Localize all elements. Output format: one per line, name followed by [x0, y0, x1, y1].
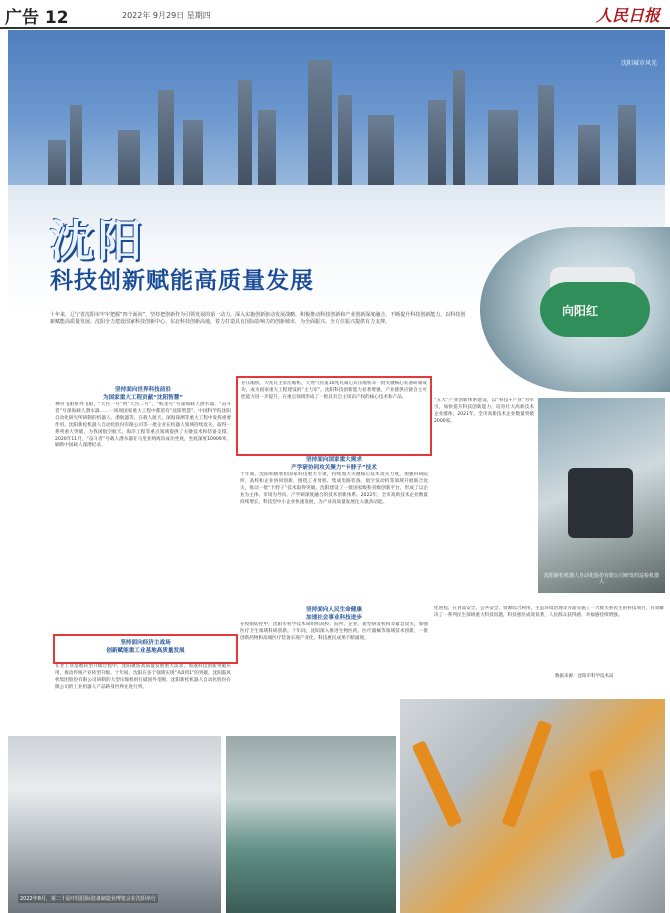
section-1-title-line1: 坚持面向世界科技前沿: [115, 387, 171, 393]
column-3-top-body: “五大”产业创新体系建设，以“科技+产业”为牵引，加快提升科技创新能力，培育壮大高新技术企业群体，2021年，全市高新技术企业数量突破2000家。: [434, 398, 534, 424]
section-2-body: 在老工业基地转型升级过程中，沈阳聚焦高质量发展重大需求，加速科技创新突破应用，推动传统产业转型升级。十年间，沈阳在多个领域实现“从0到1”的突破，沈阳鼓风机集团股份有限公司研制的大型压缩机组打破国外垄断，沈阳新松机器人自动化股份有限公司的工业机器人产品跻身世界先进行列。: [55, 664, 231, 690]
column-3-bottom-body: 化进程、在食品安全、公共安全、资源综合利用、生态环境治理等方面实施了一大批关系民生的科技项目，有效解决了一系列民生领域重大科技问题，科技惠民成效显著，人民群众获得感、幸福感持续增强。: [434, 606, 664, 618]
column-2-mid: [240, 456, 428, 605]
column-2-top-body: 存压缩机，大兆瓦主泵压缩机、天然气管道10兆瓦离心式压缩机等一批关键核心装备研制成功，成为国家重大工程建设的“主力军”。沈阳科技创新能力显著增强，产业链供应链自主可控能力进一步提升，在重点领域形成了一批具有自主知识产权的核心技术和产品。: [241, 381, 427, 400]
robot-photo-caption: 沈阳新松机器人自动化股份有限公司研发的巡检机器人: [544, 573, 660, 585]
section-3-title-line2: 产学研协同攻关聚力“卡脖子”技术: [291, 465, 377, 471]
photo-credit: 沈阳城市风光: [620, 60, 657, 67]
submersible-photo: [480, 227, 670, 392]
issue-date: 2022年 9月29日 星期四: [122, 11, 211, 20]
robot-assembly-line-photo: [400, 699, 665, 913]
section-2-title-line2: 创新赋能重工业基地高质量发展: [106, 648, 185, 654]
section-1-title-line2: 为国家重大工程贡献“沈阳智慧”: [102, 395, 184, 401]
expo-photo-caption: 2022年8月，第二十届中国国际装备制造业博览会在沈阳举行: [20, 896, 156, 902]
highlight-box-top: [236, 376, 432, 456]
section-4-body: 在疫情防控中，沈阳市科学技术局组织高校、院所、企业、新型研发机构等紧急攻关，加强医疗卫生领域科研创新。十年间，沈阳深入推进生物医药、医疗器械等领域技术创新，一批创新药物和高端医疗装备实现产业化，科技惠民成果不断涌现。: [240, 622, 428, 641]
section-4-title-line2: 加速社会事业科技进步: [306, 615, 362, 621]
inspection-robot-photo: [538, 398, 665, 593]
expo-photo: [8, 736, 221, 913]
section-4-title-line1: 坚持面向人民生命健康: [306, 607, 362, 613]
headline: 科技创新赋能高质量发展: [50, 268, 314, 294]
section-2-title-line1: 坚持面向经济主战场: [120, 640, 171, 646]
section-label: 广告 12: [5, 8, 69, 28]
section-2-title-box: [53, 634, 238, 664]
intro-paragraph: 十年来，辽宁省沈阳市牢牢把握“四个面向”，坚持把创新作为引领发展的第一动力，深入实施创新驱动发展战略，积极推动科技创新和产业创新深度融合，不断提升科技创新能力，以科技创新赋能高质量发展。沈阳全力建设国家科技创新中心、东北科技创新高地，着力打造具有国际影响力的创新城市，为全面振兴、全方位振兴提供有力支撑。: [50, 312, 466, 326]
paper-logo: 人民日报: [595, 6, 660, 25]
source-note: 数据来源：沈阳市科学技术局: [555, 674, 614, 679]
section-1-body: 神舟飞船系列飞船、“天宫一号”到“天宫二号”，“蛟龙号”号深海载人潜水器，“奋斗者”号深海载人潜水器……一项项国家重大工程中都留有“沈阳智慧”。中国科学院沈阳自动化研究所研制的机器人、潜航器等，在载人航天、深海探测等重大工程中发挥重要作用。沈阳新松机器人自动化股份有限公司等一批企业在机器人领域持续攻关，取得一系列重大突破，为我国航空航天、海洋工程等重点领域提供了关键技术和装备支撑。2020年11月，“奋斗者”号载人潜水器在马里亚纳海沟成功坐底，坐底深度10909米，刷新中国载人深潜纪录。: [55, 402, 231, 449]
factory-floor-photo: [226, 736, 396, 913]
section-3-title-line1: 坚持面向国家重大需求: [306, 457, 362, 463]
section-3-body: 十年间，沈阳积极承担国家科技重大专项，持续加大关键核心技术攻关力度，加强科研院所、高校和企业协同创新，围绕工业母机、集成电路装备、航空发动机等领域开展联合攻关，推动一批“卡脖子”技术取得突破。沈阳建设了一批国家级和省级创新平台，形成了以企业为主体、市场为导向、产学研深度融合的技术创新体系。2022年，全市高新技术企业数量持续增长，科技型中小企业快速发展，为产业高质量发展注入强劲动能。: [240, 472, 428, 505]
masthead: [0, 0, 670, 29]
city-name: 沈阳: [50, 216, 146, 267]
column-2-bottom: [240, 606, 428, 692]
submersible-hull-text: 向阳红: [562, 304, 599, 318]
column-1: [55, 386, 231, 610]
